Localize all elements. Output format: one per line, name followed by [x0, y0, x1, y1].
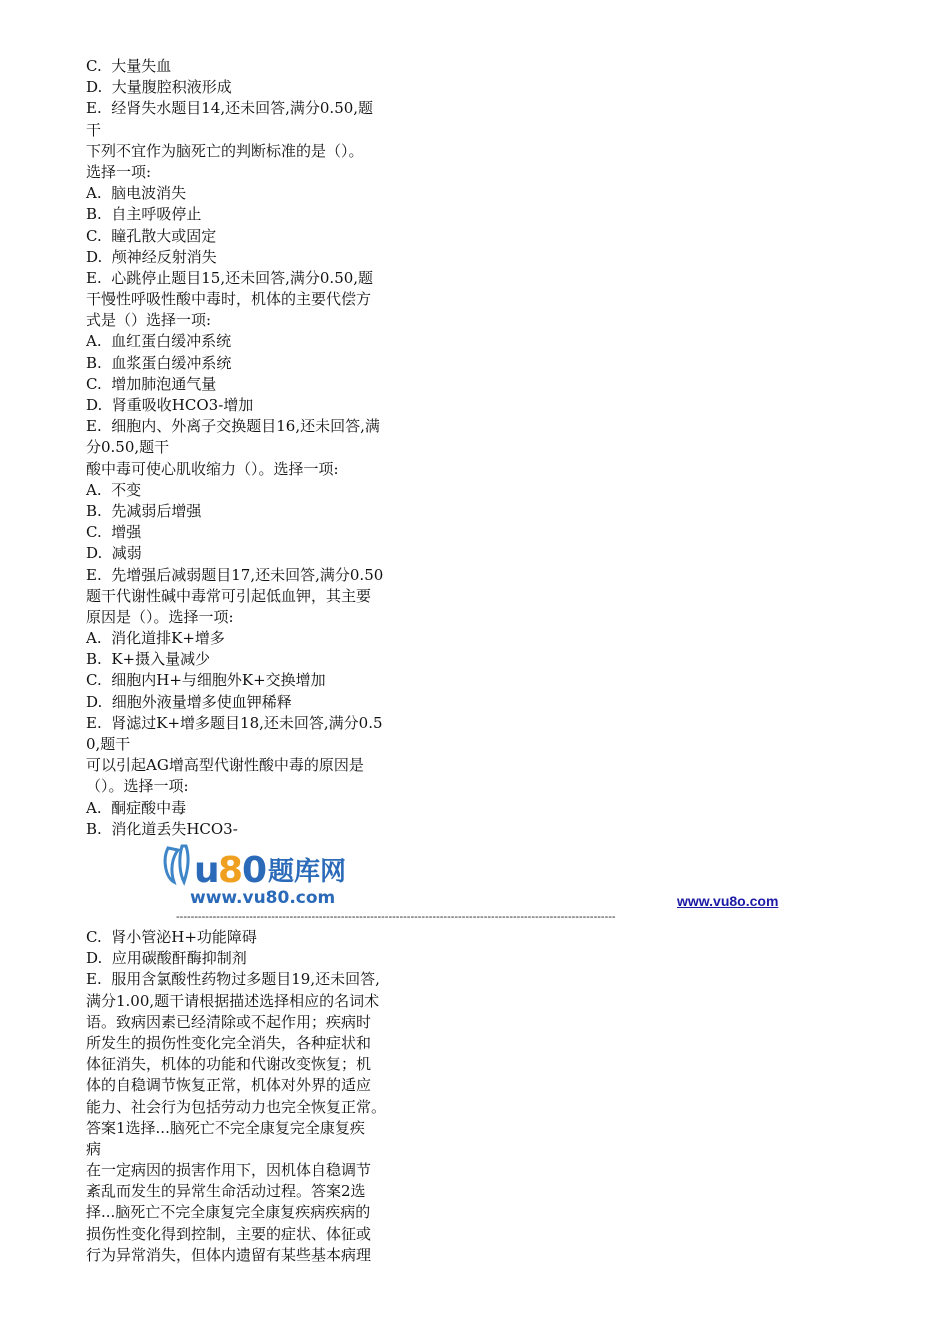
text-line: 语。致病因素已经清除或不起作用；疾病时 [86, 1012, 372, 1031]
text-line: B. K+摄入量减少 [86, 650, 211, 669]
text-line: B. 血浆蛋白缓冲系统 [86, 353, 232, 372]
svg-text:8: 8 [218, 850, 244, 891]
text-line: E. 服用含氯酸性药物过多题目19,还未回答, [86, 970, 380, 989]
question-text-bottom [86, 927, 426, 1266]
text-line: C. 肾小管泌H+功能障碍 [86, 928, 257, 946]
text-line: D. 大量腹腔积液形成 [86, 78, 232, 97]
text-line: 行为异常消失，但体内遗留有某些基本病理 [86, 1245, 372, 1264]
text-line: 能力、社会行为包括劳动力也完全恢复正常。 [86, 1097, 387, 1116]
text-line: 体的自稳调节恢复正常，机体对外界的适应 [86, 1076, 372, 1095]
text-line: D. 应用碳酸酐酶抑制剂 [86, 949, 247, 968]
rabbit-logo-icon [160, 840, 390, 910]
separator-line: ------------------------------------------------------------------------------------------------------------------------ [176, 911, 616, 923]
text-line: 选择一项: [86, 162, 152, 181]
text-line: 紊乱而发生的异常生命活动过程。答案2选 [86, 1182, 366, 1201]
text-line: E. 先增强后减弱题目17,还未回答,满分0.50 [86, 565, 384, 584]
text-line: 择...脑死亡不完全康复完全康复疾病疾病的 [86, 1203, 371, 1222]
text-line: B. 先减弱后增强 [86, 501, 202, 520]
text-line: A. 不变 [86, 480, 142, 499]
text-line: 病 [86, 1139, 102, 1158]
text-line: A. 血红蛋白缓冲系统 [86, 332, 232, 351]
question-text-top [86, 56, 426, 840]
text-line: 干慢性呼吸性酸中毒时，机体的主要代偿方 [86, 290, 372, 309]
text-line: 题干代谢性碱中毒常可引起低血钾，其主要 [86, 586, 372, 605]
text-line: D. 细胞外液量增多使血钾稀释 [86, 692, 292, 711]
text-line: A. 消化道排K+增多 [86, 629, 225, 648]
text-line: E. 细胞内、外离子交换题目16,还未回答,满 [86, 417, 380, 436]
text-line: D. 颅神经反射消失 [86, 247, 217, 266]
site-link[interactable]: www.vu8o.com [677, 893, 779, 909]
text-line: C. 增加肺泡通气量 [86, 374, 217, 393]
text-line: E. 心跳停止题目15,还未回答,满分0.50,题 [86, 268, 374, 287]
svg-text:0: 0 [242, 850, 268, 891]
text-line: B. 消化道丢失HCO3- [86, 819, 238, 838]
text-line: 可以引起AG增高型代谢性酸中毒的原因是 [86, 756, 364, 775]
text-line: 酸中毒可使心肌收缩力（）。选择一项: [86, 459, 339, 478]
text-line: 满分1.00,题干请根据描述选择相应的名词术 [86, 991, 380, 1010]
text-line: E. 肾滤过K+增多题目18,还未回答,满分0.5 [86, 713, 383, 732]
text-line: D. 肾重吸收HCO3-增加 [86, 396, 254, 414]
text-line: （）。选择一项: [86, 777, 189, 796]
text-line: D. 减弱 [86, 544, 142, 563]
text-line: 所发生的损伤性变化完全消失，各种症状和 [86, 1033, 372, 1052]
text-line: 原因是（）。选择一项: [86, 607, 234, 626]
text-line: 干 [86, 120, 102, 139]
text-line: 体征消失，机体的功能和代谢改变恢复；机 [86, 1055, 372, 1074]
logo-title-text: 题库网 [268, 857, 347, 887]
text-line: 下列不宜作为脑死亡的判断标准的是（）。 [86, 141, 364, 160]
text-line: 损伤性变化得到控制，主要的症状、体征或 [86, 1224, 372, 1243]
text-line: C. 瞳孔散大或固定 [86, 226, 217, 245]
text-line: 答案1选择...脑死亡不完全康复完全康复疾 [86, 1118, 365, 1137]
text-line: C. 增强 [86, 523, 142, 542]
text-line: 在一定病因的损害作用下，因机体自稳调节 [86, 1161, 372, 1180]
text-line: C. 细胞内H+与细胞外K+交换增加 [86, 671, 326, 690]
text-line: 0,题干 [86, 735, 131, 753]
text-line: A. 脑电波消失 [86, 184, 187, 203]
text-line: A. 酮症酸中毒 [86, 798, 187, 817]
logo-url-text: www.vu80.com [190, 888, 336, 908]
vu80-logo [160, 840, 390, 910]
text-line: B. 自主呼吸停止 [86, 205, 202, 224]
text-line: E. 经肾失水题目14,还未回答,满分0.50,题 [86, 99, 374, 118]
text-line: C. 大量失血 [86, 57, 172, 75]
svg-text:u: u [194, 850, 220, 891]
text-line: 式是（）选择一项: [86, 311, 212, 330]
text-line: 分0.50,题干 [86, 438, 170, 457]
